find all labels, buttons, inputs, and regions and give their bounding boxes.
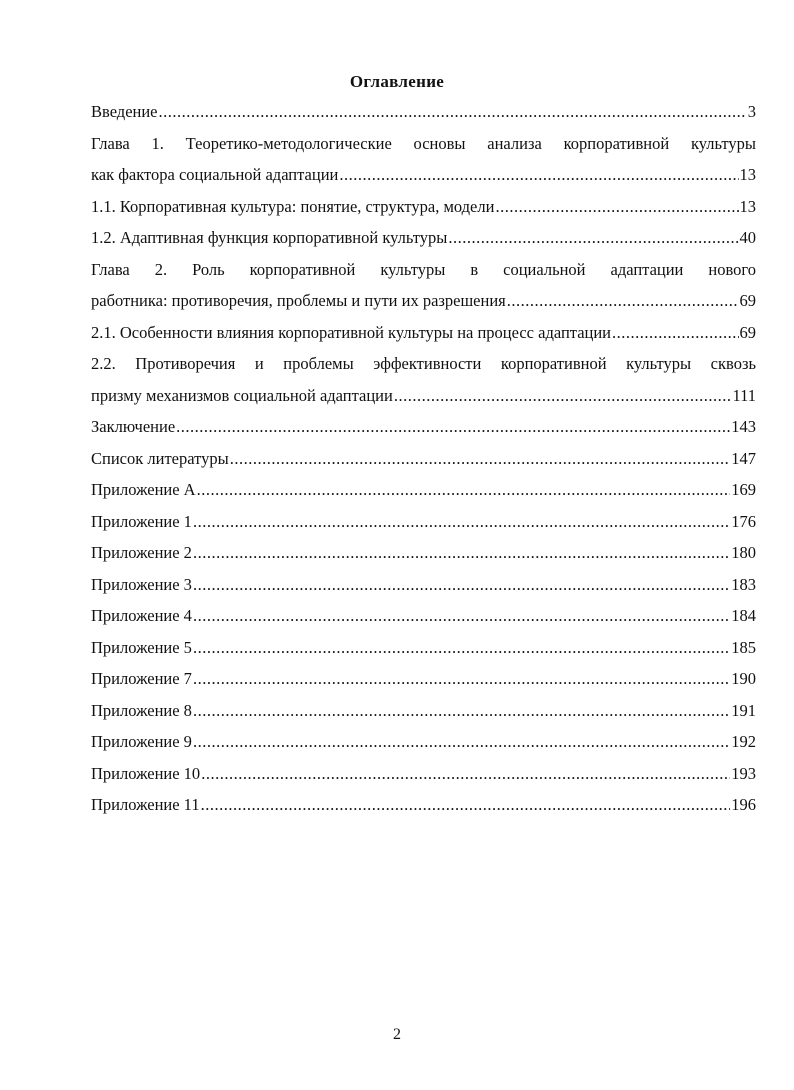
toc-entry-text: Приложение 3: [91, 574, 192, 594]
toc-entry-text: как фактора социальной адаптации: [91, 165, 339, 184]
dot-leader: [159, 96, 747, 128]
dot-leader: [612, 317, 738, 349]
toc-entry-text: Приложение 5: [91, 637, 192, 657]
toc-entry-appendix-7[interactable]: [91, 663, 756, 695]
toc-entry-bibliography[interactable]: [91, 443, 756, 475]
toc-entry-page: 13: [739, 165, 756, 184]
toc-entry-section-1-1[interactable]: [91, 191, 756, 223]
toc-entry-appendix-a[interactable]: [91, 474, 756, 506]
dot-leader: [507, 285, 739, 317]
dot-leader: [193, 695, 730, 727]
toc-entry-section-2-1[interactable]: [91, 317, 756, 349]
toc-title: Оглавление: [349, 72, 445, 91]
dot-leader: [230, 443, 731, 475]
toc-entry-chapter-2-line-1[interactable]: [91, 254, 756, 286]
dot-leader: [193, 506, 730, 538]
toc-entry-page: 69: [739, 322, 756, 342]
toc-entry-text: Приложение А: [91, 480, 196, 499]
dot-leader: [495, 191, 738, 223]
toc-entry-lead-text: Глава 2. Роль корпоративной культуры в социальной адаптации нового: [91, 259, 756, 279]
toc-entry-appendix-3[interactable]: [91, 569, 756, 601]
toc-entry-page: 190: [731, 669, 756, 688]
toc-entry-text: Приложение 8: [91, 700, 192, 720]
toc-entry-page: 183: [731, 574, 756, 594]
toc-entry-text: Приложение 7: [91, 669, 192, 688]
toc-entry-page: 3: [747, 102, 756, 121]
toc-entry-text: призму механизмов социальной адаптации: [91, 385, 393, 405]
toc-entry-page: 192: [731, 732, 756, 751]
toc-entry-conclusion[interactable]: [91, 411, 756, 443]
toc-entry-page: 193: [731, 763, 756, 783]
toc-entry-text: Введение: [91, 102, 158, 121]
toc-entry-text: 1.1. Корпоративная культура: понятие, структура, модели: [91, 196, 495, 216]
toc-entry-text: Приложение 10: [91, 763, 201, 783]
toc-entry-lead-text: Глава 1. Теоретико-методологические основы анализа корпоративной культуры: [91, 133, 756, 153]
toc-entry-appendix-2[interactable]: [91, 537, 756, 569]
toc-entry-appendix-9[interactable]: [91, 726, 756, 758]
toc-entry-chapter-2[interactable]: [91, 285, 756, 317]
page-number: 2: [393, 1026, 401, 1043]
toc-entry-appendix-1[interactable]: [91, 506, 756, 538]
toc-entry-page: 180: [731, 543, 756, 562]
toc-entry-text: Список литературы: [91, 448, 229, 468]
toc-entry-text: Приложение 1: [91, 511, 192, 531]
toc-entry-page: 143: [731, 417, 756, 436]
toc-entry-section-1-2[interactable]: [91, 222, 756, 254]
toc-entry-text: Заключение: [91, 417, 176, 436]
toc-entry-text: 1.2. Адаптивная функция корпоративной культуры: [91, 228, 448, 247]
dot-leader: [193, 726, 730, 758]
dot-leader: [448, 222, 738, 254]
table-of-contents: [91, 96, 756, 821]
toc-entry-appendix-8[interactable]: [91, 695, 756, 727]
toc-entry-text: работника: противоречия, проблемы и пути их разрешения: [91, 291, 506, 310]
dot-leader: [176, 411, 730, 443]
toc-entry-page: 147: [731, 448, 756, 468]
toc-entry-page: 176: [731, 511, 756, 531]
dot-leader: [193, 600, 730, 632]
dot-leader: [394, 380, 732, 412]
toc-entry-text: Приложение 11: [91, 795, 200, 814]
dot-leader: [201, 789, 731, 821]
toc-entry-page: 184: [731, 606, 756, 625]
dot-leader: [201, 758, 730, 790]
toc-entry-text: Приложение 9: [91, 732, 192, 751]
toc-entry-page: 40: [739, 228, 756, 247]
dot-leader: [339, 159, 738, 191]
toc-entry-appendix-11[interactable]: [91, 789, 756, 821]
toc-entry-page: 191: [731, 700, 756, 720]
toc-entry-page: 69: [739, 291, 756, 310]
toc-entry-page: 111: [732, 385, 756, 405]
toc-entry-appendix-4[interactable]: [91, 600, 756, 632]
toc-entry-text: Приложение 4: [91, 606, 192, 625]
toc-entry-section-2-2-line-1[interactable]: [91, 348, 756, 380]
toc-entry-text: 2.1. Особенности влияния корпоративной культуры на процесс адаптации: [91, 322, 612, 342]
toc-entry-appendix-10[interactable]: [91, 758, 756, 790]
toc-entry-text: Приложение 2: [91, 543, 192, 562]
toc-entry-section-2-2[interactable]: [91, 380, 756, 412]
toc-entry-page: 169: [731, 480, 756, 499]
dot-leader: [193, 537, 730, 569]
dot-leader: [193, 632, 730, 664]
toc-entry-chapter-1[interactable]: [91, 159, 756, 191]
toc-entry-page: 185: [731, 637, 756, 657]
toc-entry-lead-text: 2.2. Противоречия и проблемы эффективности корпоративной культуры сквозь: [91, 354, 756, 373]
toc-entry-page: 13: [739, 196, 756, 216]
dot-leader: [193, 663, 730, 695]
toc-entry-chapter-1-line-1[interactable]: [91, 128, 756, 160]
toc-entry-appendix-5[interactable]: [91, 632, 756, 664]
dot-leader: [197, 474, 731, 506]
toc-entry-page: 196: [731, 795, 756, 814]
dot-leader: [193, 569, 730, 601]
toc-entry-introduction[interactable]: [91, 96, 756, 128]
